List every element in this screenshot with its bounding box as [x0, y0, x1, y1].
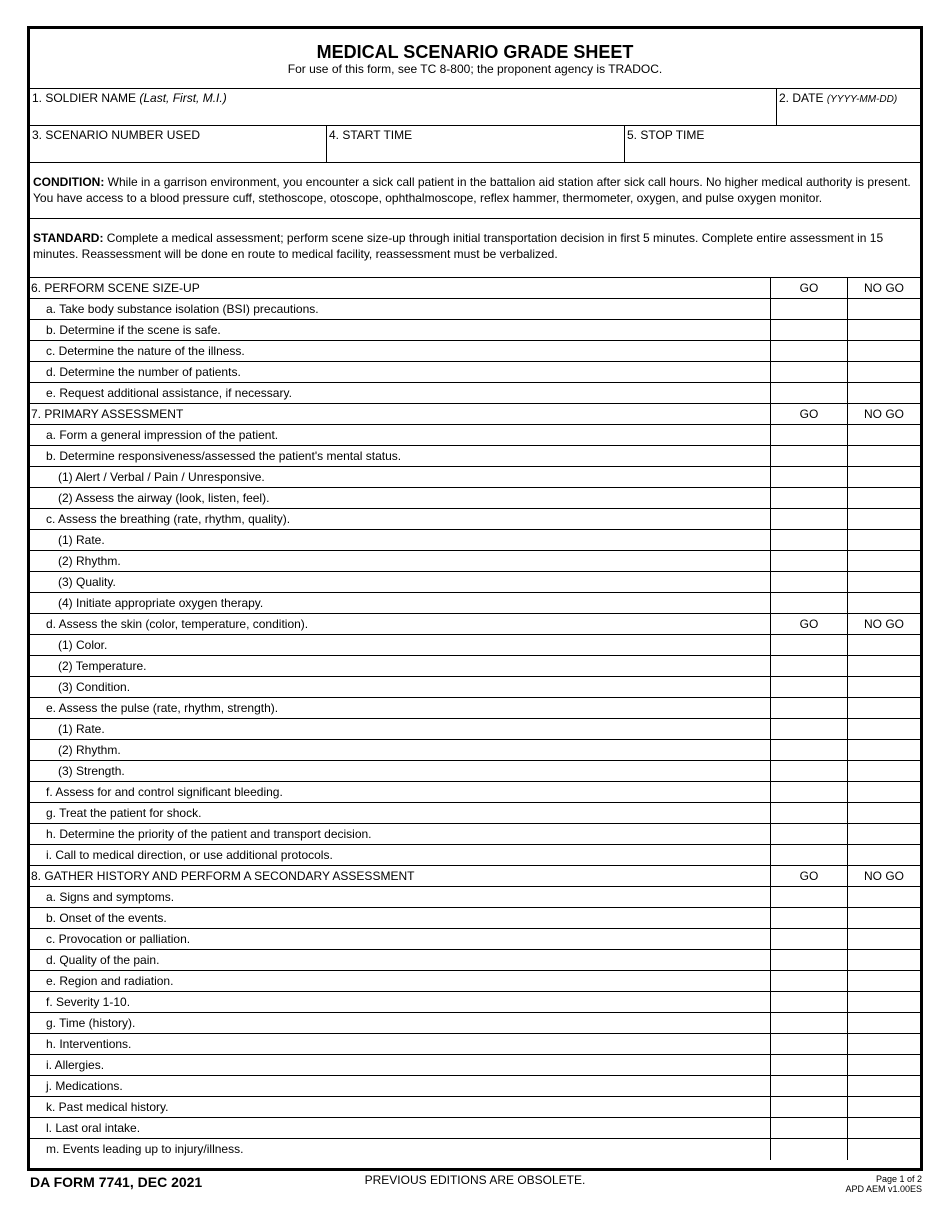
- task-row: [30, 572, 920, 593]
- no-go-cell[interactable]: [847, 740, 920, 760]
- scenario-time-row: [30, 126, 920, 163]
- task-label: (2) Temperature.: [58, 659, 147, 673]
- no-go-cell[interactable]: [847, 971, 920, 991]
- task-row: [30, 971, 920, 992]
- no-go-cell[interactable]: [847, 677, 920, 697]
- go-cell[interactable]: [770, 362, 847, 382]
- no-go-cell[interactable]: [847, 887, 920, 907]
- task-row: [30, 635, 920, 656]
- task-row: [30, 614, 920, 635]
- go-cell[interactable]: [770, 803, 847, 823]
- task-label: c. Provocation or palliation.: [46, 932, 191, 946]
- go-cell[interactable]: [770, 1055, 847, 1075]
- no-go-cell[interactable]: [847, 299, 920, 319]
- no-go-cell[interactable]: [847, 593, 920, 613]
- task-row: [30, 929, 920, 950]
- task-row: [30, 1034, 920, 1055]
- task-label: b. Determine responsiveness/assessed the patient's mental status.: [46, 449, 402, 463]
- task-label: h. Interventions.: [46, 1037, 132, 1051]
- task-label: i. Call to medical direction, or use additional protocols.: [46, 848, 333, 862]
- task-row: [30, 740, 920, 761]
- no-go-header: NO GO: [847, 404, 920, 424]
- form-footer: [0, 1172, 950, 1202]
- date-field[interactable]: [776, 89, 920, 125]
- go-cell[interactable]: [770, 1097, 847, 1117]
- date-hint: (YYYY-MM-DD): [826, 94, 898, 105]
- go-cell[interactable]: [770, 551, 847, 571]
- task-label: (3) Quality.: [58, 575, 116, 589]
- task-row: [30, 698, 920, 719]
- go-cell[interactable]: [770, 1139, 847, 1160]
- go-cell[interactable]: [770, 488, 847, 508]
- grade-sheet-form: [27, 26, 923, 1171]
- no-go-cell[interactable]: [847, 992, 920, 1012]
- no-go-cell[interactable]: [847, 1097, 920, 1117]
- go-cell[interactable]: [770, 782, 847, 802]
- task-label: f. Assess for and control significant bleeding.: [46, 785, 283, 799]
- go-cell[interactable]: [770, 509, 847, 529]
- no-go-cell[interactable]: [847, 698, 920, 718]
- go-cell[interactable]: [770, 299, 847, 319]
- task-label: d. Assess the skin (color, temperature, condition).: [46, 617, 309, 631]
- condition-text: While in a garrison environment, you encounter a sick call patient in the battalion aid station after sick call hours. No higher medical authority is present. You have access to a blood pressure cuff, stethoscope, otoscope, ophthalmoscope, reflex hammer, thermometer, oxygen, and pulse oxygen monitor.: [33, 175, 911, 205]
- go-cell[interactable]: [770, 1076, 847, 1096]
- task-row: [30, 1118, 920, 1139]
- go-cell[interactable]: [770, 950, 847, 970]
- task-label: d. Determine the number of patients.: [46, 365, 241, 379]
- no-go-cell[interactable]: [847, 635, 920, 655]
- no-go-cell[interactable]: [847, 656, 920, 676]
- no-go-cell[interactable]: [847, 908, 920, 928]
- task-label: c. Assess the breathing (rate, rhythm, quality).: [46, 512, 291, 526]
- soldier-name-field[interactable]: [30, 89, 776, 125]
- go-cell[interactable]: [770, 530, 847, 550]
- task-row: [30, 992, 920, 1013]
- go-cell[interactable]: [770, 761, 847, 781]
- scenario-number-label: 3. SCENARIO NUMBER USED: [32, 128, 201, 142]
- obsolete-notice: PREVIOUS EDITIONS ARE OBSOLETE.: [364, 1173, 586, 1187]
- task-label: (2) Assess the airway (look, listen, feel).: [58, 491, 270, 505]
- standard-label: STANDARD:: [33, 231, 104, 245]
- no-go-cell[interactable]: [847, 362, 920, 382]
- task-label: 7. PRIMARY ASSESSMENT: [31, 407, 184, 421]
- go-cell[interactable]: [770, 929, 847, 949]
- task-row: [30, 425, 920, 446]
- task-label: g. Time (history).: [46, 1016, 136, 1030]
- task-row: [30, 1055, 920, 1076]
- go-cell[interactable]: [770, 677, 847, 697]
- task-label: f. Severity 1-10.: [46, 995, 131, 1009]
- form-header: [30, 29, 920, 89]
- no-go-header: NO GO: [847, 866, 920, 886]
- go-header: GO: [770, 278, 847, 298]
- no-go-cell[interactable]: [847, 341, 920, 361]
- go-cell[interactable]: [770, 971, 847, 991]
- task-label: (2) Rhythm.: [58, 743, 121, 757]
- task-row: [30, 803, 920, 824]
- task-label: l. Last oral intake.: [46, 1121, 141, 1135]
- task-row: [30, 1139, 920, 1160]
- go-header: GO: [770, 614, 847, 634]
- task-label: a. Form a general impression of the patient.: [46, 428, 279, 442]
- task-row: [30, 1013, 920, 1034]
- task-row: [30, 530, 920, 551]
- go-cell[interactable]: [770, 887, 847, 907]
- standard-section: [30, 219, 920, 278]
- go-cell[interactable]: [770, 635, 847, 655]
- no-go-cell[interactable]: [847, 446, 920, 466]
- task-label: k. Past medical history.: [46, 1100, 169, 1114]
- no-go-cell[interactable]: [847, 761, 920, 781]
- task-label: b. Onset of the events.: [46, 911, 167, 925]
- go-cell[interactable]: [770, 656, 847, 676]
- task-label: (1) Color.: [58, 638, 108, 652]
- task-row: [30, 824, 920, 845]
- task-label: b. Determine if the scene is safe.: [46, 323, 221, 337]
- task-label: (2) Rhythm.: [58, 554, 121, 568]
- no-go-cell[interactable]: [847, 1034, 920, 1054]
- no-go-cell[interactable]: [847, 467, 920, 487]
- no-go-cell[interactable]: [847, 782, 920, 802]
- task-row: [30, 383, 920, 404]
- no-go-cell[interactable]: [847, 929, 920, 949]
- scenario-number-field[interactable]: [30, 126, 326, 162]
- go-cell[interactable]: [770, 467, 847, 487]
- no-go-cell[interactable]: [847, 488, 920, 508]
- go-header: GO: [770, 866, 847, 886]
- no-go-cell[interactable]: [847, 530, 920, 550]
- go-cell[interactable]: [770, 719, 847, 739]
- stop-time-label: 5. STOP TIME: [627, 128, 705, 142]
- no-go-cell[interactable]: [847, 1139, 920, 1160]
- task-row: [30, 677, 920, 698]
- task-row: [30, 887, 920, 908]
- go-cell[interactable]: [770, 845, 847, 865]
- start-time-label: 4. START TIME: [329, 128, 413, 142]
- task-row: [30, 551, 920, 572]
- go-cell[interactable]: [770, 572, 847, 592]
- form-version: APD AEM v1.00ES: [845, 1184, 922, 1194]
- page-info: [845, 1174, 922, 1194]
- task-label: e. Assess the pulse (rate, rhythm, strength).: [46, 701, 279, 715]
- task-row: [30, 593, 920, 614]
- task-row: [30, 446, 920, 467]
- task-row: [30, 320, 920, 341]
- no-go-cell[interactable]: [847, 1118, 920, 1138]
- name-date-row: [30, 89, 920, 126]
- condition-section: [30, 163, 920, 219]
- go-cell[interactable]: [770, 425, 847, 445]
- task-row: [30, 341, 920, 362]
- task-label: e. Region and radiation.: [46, 974, 174, 988]
- date-label: 2. DATE: [779, 91, 824, 105]
- task-label: (4) Initiate appropriate oxygen therapy.: [58, 596, 264, 610]
- go-cell[interactable]: [770, 1034, 847, 1054]
- page-title: MEDICAL SCENARIO GRADE SHEET: [316, 42, 634, 62]
- task-label: (3) Strength.: [58, 764, 125, 778]
- go-cell[interactable]: [770, 1118, 847, 1138]
- no-go-cell[interactable]: [847, 824, 920, 844]
- go-cell[interactable]: [770, 1013, 847, 1033]
- go-cell[interactable]: [770, 992, 847, 1012]
- task-label: (1) Rate.: [58, 533, 105, 547]
- task-label: c. Determine the nature of the illness.: [46, 344, 245, 358]
- task-row: [30, 656, 920, 677]
- task-row: [30, 1076, 920, 1097]
- task-label: a. Take body substance isolation (BSI) precautions.: [46, 302, 319, 316]
- condition-label: CONDITION:: [33, 175, 105, 189]
- no-go-cell[interactable]: [847, 1013, 920, 1033]
- no-go-cell[interactable]: [847, 845, 920, 865]
- no-go-cell[interactable]: [847, 719, 920, 739]
- soldier-name-hint: (Last, First, M.I.): [139, 91, 227, 105]
- task-row: [30, 908, 920, 929]
- task-row: [30, 719, 920, 740]
- no-go-cell[interactable]: [847, 383, 920, 403]
- section-header-row: [30, 278, 920, 299]
- page-number: Page 1 of 2: [875, 1174, 922, 1184]
- task-label: 8. GATHER HISTORY AND PERFORM A SECONDARY ASSESSMENT: [31, 869, 415, 883]
- go-cell[interactable]: [770, 320, 847, 340]
- task-label: (1) Alert / Verbal / Pain / Unresponsive.: [58, 470, 265, 484]
- go-cell[interactable]: [770, 740, 847, 760]
- task-label: a. Signs and symptoms.: [46, 890, 175, 904]
- no-go-cell[interactable]: [847, 551, 920, 571]
- no-go-cell[interactable]: [847, 425, 920, 445]
- task-label: (3) Condition.: [58, 680, 131, 694]
- task-label: 6. PERFORM SCENE SIZE-UP: [31, 281, 200, 295]
- go-header: GO: [770, 404, 847, 424]
- no-go-cell[interactable]: [847, 320, 920, 340]
- task-label: e. Request additional assistance, if necessary.: [46, 386, 292, 400]
- task-label: i. Allergies.: [46, 1058, 105, 1072]
- go-cell[interactable]: [770, 824, 847, 844]
- no-go-header: NO GO: [847, 278, 920, 298]
- task-row: [30, 782, 920, 803]
- no-go-cell[interactable]: [847, 950, 920, 970]
- no-go-cell[interactable]: [847, 1055, 920, 1075]
- no-go-cell[interactable]: [847, 1076, 920, 1096]
- task-row: [30, 467, 920, 488]
- task-row: [30, 845, 920, 866]
- task-row: [30, 299, 920, 320]
- go-cell[interactable]: [770, 383, 847, 403]
- section-header-row: [30, 404, 920, 425]
- soldier-name-label: 1. SOLDIER NAME: [32, 91, 137, 105]
- task-row: [30, 509, 920, 530]
- no-go-cell[interactable]: [847, 509, 920, 529]
- task-row: [30, 761, 920, 782]
- task-label: (1) Rate.: [58, 722, 105, 736]
- go-cell[interactable]: [770, 698, 847, 718]
- task-row: [30, 1097, 920, 1118]
- section-header-row: [30, 866, 920, 887]
- go-cell[interactable]: [770, 341, 847, 361]
- stop-time-field[interactable]: [624, 126, 920, 162]
- task-row: [30, 950, 920, 971]
- task-row: [30, 488, 920, 509]
- go-cell[interactable]: [770, 593, 847, 613]
- task-label: j. Medications.: [46, 1079, 123, 1093]
- go-cell[interactable]: [770, 908, 847, 928]
- go-cell[interactable]: [770, 446, 847, 466]
- task-label: g. Treat the patient for shock.: [46, 806, 202, 820]
- task-label: h. Determine the priority of the patient and transport decision.: [46, 827, 372, 841]
- no-go-cell[interactable]: [847, 572, 920, 592]
- task-label: d. Quality of the pain.: [46, 953, 160, 967]
- form-id: DA FORM 7741, DEC 2021: [30, 1174, 203, 1190]
- task-table: [30, 278, 920, 1160]
- no-go-header: NO GO: [847, 614, 920, 634]
- task-label: m. Events leading up to injury/illness.: [46, 1142, 244, 1156]
- no-go-cell[interactable]: [847, 803, 920, 823]
- start-time-field[interactable]: [326, 126, 624, 162]
- task-row: [30, 362, 920, 383]
- standard-text: Complete a medical assessment; perform scene size-up through initial transportation decision in first 5 minutes. Complete entire assessment in 15 minutes. Reassessment will be done en route to medical facility, reassessment must be verbalized.: [33, 231, 884, 261]
- page-subtitle: For use of this form, see TC 8-800; the proponent agency is TRADOC.: [287, 62, 663, 76]
